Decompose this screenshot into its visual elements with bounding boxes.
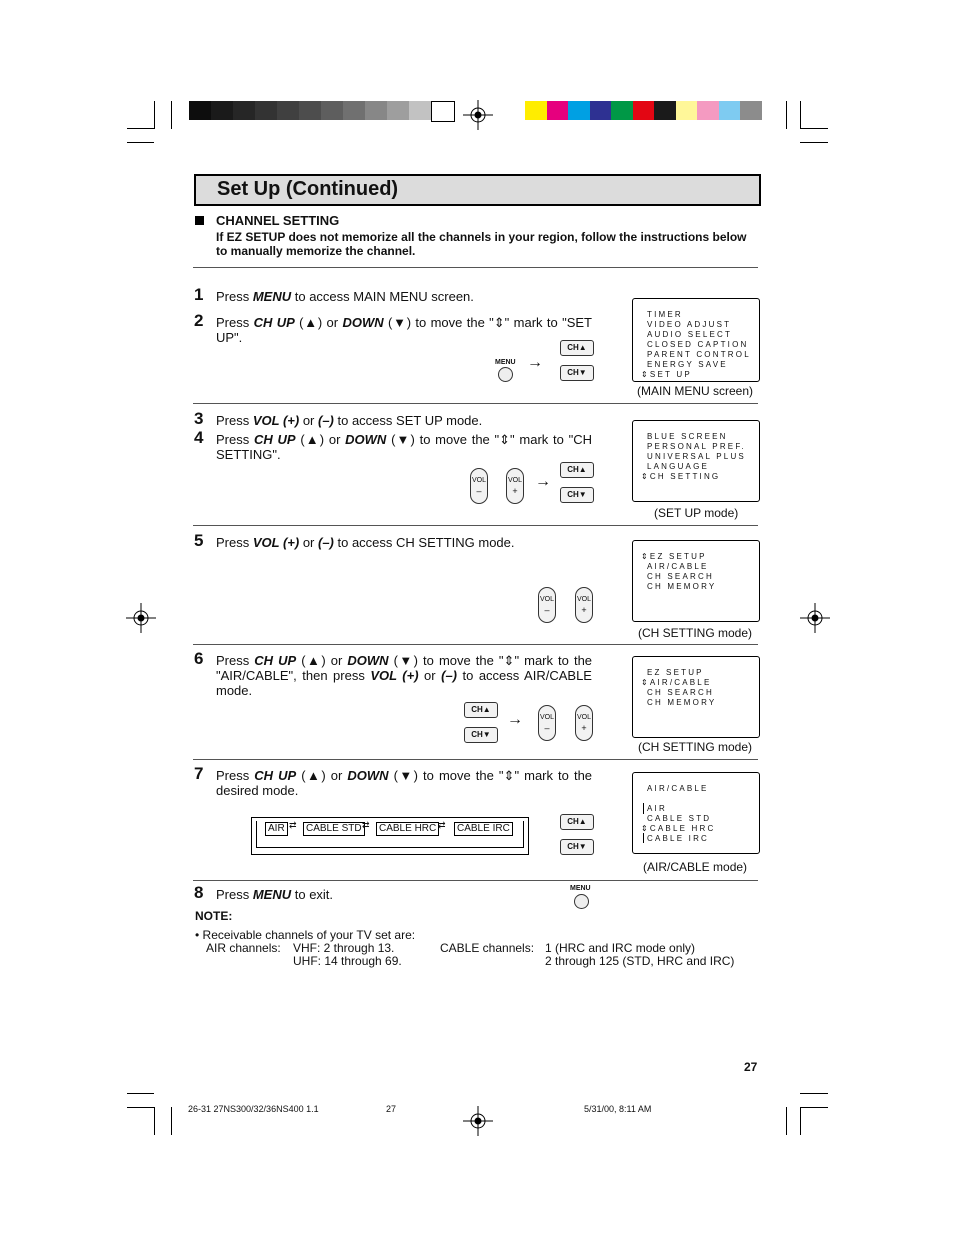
step-number: 4 <box>194 428 204 447</box>
footer-left: 26-31 27NS300/32/36NS400 1.1 <box>188 1104 319 1114</box>
set-up-screen: BLUE SCREEN PERSONAL PREF. UNIVERSAL PLUS LANGUAGE ⇕CH SETTING <box>632 420 760 502</box>
note-bullet: • Receivable channels of your TV set are: <box>195 928 416 942</box>
gray-swatch <box>211 101 233 120</box>
step-text: Press VOL (+) or (–) to access CH SETTING mode. <box>216 535 515 550</box>
divider <box>193 403 758 404</box>
menu-button-label: MENU <box>495 359 516 366</box>
page-title: Set Up (Continued) <box>217 178 399 200</box>
divider <box>193 525 758 526</box>
crop-mark <box>171 1107 172 1135</box>
mode-cable-irc: CABLE IRC <box>454 822 513 836</box>
color-swatch <box>547 101 569 120</box>
color-swatch <box>654 101 676 120</box>
gray-swatch <box>431 101 455 122</box>
gray-swatch <box>365 101 387 120</box>
note-label: NOTE: <box>195 909 233 923</box>
registration-mark-icon <box>800 603 830 633</box>
ch-down-button[interactable]: CH▼ <box>560 839 594 855</box>
step-text: Press MENU to access MAIN MENU screen. <box>216 289 474 304</box>
vol-plus-button[interactable]: VOL + <box>575 587 593 623</box>
gray-swatch <box>387 101 409 120</box>
gray-swatch <box>321 101 343 120</box>
cable-channels-label: CABLE channels: <box>440 941 535 955</box>
bracket-mark <box>643 833 644 843</box>
color-swatch <box>568 101 590 120</box>
screen-caption: (CH SETTING mode) <box>638 740 753 754</box>
right-arrow-icon: → <box>535 473 551 490</box>
vol-minus-button[interactable]: VOL – <box>470 468 488 504</box>
step-text: Press CH UP (▲) or DOWN (▼) to move the "⇕" mark to "CH SETTING". <box>216 432 593 462</box>
divider <box>193 644 758 645</box>
ch-setting-screen: ⇕EZ SETUP AIR/CABLE CH SEARCH CH MEMORY <box>632 540 760 622</box>
crop-mark <box>800 1107 828 1108</box>
ch-setting-screen: EZ SETUP ⇕AIR/CABLE CH SEARCH CH MEMORY <box>632 656 760 738</box>
color-swatch <box>525 101 547 120</box>
section-heading: CHANNEL SETTING <box>216 213 340 228</box>
step-text: Press VOL (+) or (–) to access SET UP mode. <box>216 413 483 428</box>
cable-range-2: 2 through 125 (STD, HRC and IRC) <box>545 954 735 968</box>
swap-arrow-icon: ⇄ <box>289 820 297 830</box>
vol-minus-button[interactable]: VOL – <box>538 705 556 741</box>
registration-mark-icon <box>463 1106 493 1136</box>
ch-up-button[interactable]: CH▲ <box>560 340 594 356</box>
swap-arrow-icon: ⇄ <box>362 820 370 830</box>
screen-caption: (SET UP mode) <box>654 506 739 520</box>
crop-mark <box>786 1107 787 1135</box>
air-uhf: UHF: 14 through 69. <box>293 954 402 968</box>
screen-caption: (MAIN MENU screen) <box>637 384 754 398</box>
gray-swatch <box>277 101 299 120</box>
step-number: 6 <box>194 649 204 668</box>
bracket-mark <box>643 803 644 814</box>
crop-mark <box>800 101 801 129</box>
page-number: 27 <box>744 1060 758 1074</box>
color-swatch <box>719 101 741 120</box>
air-channels-label: AIR channels: <box>206 941 281 955</box>
registration-mark-icon <box>126 603 156 633</box>
crop-mark <box>800 128 828 129</box>
cable-range-1: 1 (HRC and IRC mode only) <box>545 941 696 955</box>
step-text: Press CH UP (▲) or DOWN (▼) to move the "⇕" mark to the "AIR/CABLE", then press VOL (+) or (–) to access AIR/CABLE mode. <box>216 653 593 698</box>
mode-cable-hrc: CABLE HRC <box>376 822 439 836</box>
section-intro: If EZ SETUP does not memorize all the channels in your region, follow the instructions below to manually memorize the channel. <box>216 230 747 258</box>
color-swatch <box>676 101 698 120</box>
step-number: 3 <box>194 409 204 428</box>
ch-up-button[interactable]: CH▲ <box>464 702 498 718</box>
gray-swatch <box>343 101 365 120</box>
crop-mark <box>127 1093 154 1094</box>
swap-arrow-icon: ⇄ <box>438 820 446 830</box>
crop-mark <box>127 128 154 129</box>
vol-plus-button[interactable]: VOL + <box>506 468 524 504</box>
step-text: Press CH UP (▲) or DOWN (▼) to move the "⇕" mark to "SET UP". <box>216 315 593 345</box>
crop-mark <box>154 101 155 129</box>
ch-down-button[interactable]: CH▼ <box>464 727 498 743</box>
gray-swatch <box>299 101 321 120</box>
step-text: Press MENU to exit. <box>216 887 334 902</box>
crop-mark <box>800 142 828 143</box>
step-number: 1 <box>194 285 204 304</box>
color-swatch <box>590 101 612 120</box>
step-number: 8 <box>194 883 204 902</box>
color-swatch <box>633 101 655 120</box>
screen-caption: (CH SETTING mode) <box>638 626 753 640</box>
step-text: Press CH UP (▲) or DOWN (▼) to move the "⇕" mark to the desired mode. <box>216 768 593 798</box>
crop-mark <box>127 1107 154 1108</box>
ch-up-button[interactable]: CH▲ <box>560 814 594 830</box>
color-swatch <box>740 101 762 120</box>
crop-mark <box>154 1107 155 1135</box>
menu-button-label: MENU <box>570 885 591 892</box>
divider <box>193 267 758 268</box>
crop-mark <box>800 1093 828 1094</box>
menu-button[interactable] <box>574 894 589 909</box>
vol-plus-button[interactable]: VOL + <box>575 705 593 741</box>
vol-minus-button[interactable]: VOL – <box>538 587 556 623</box>
crop-mark <box>800 1107 801 1135</box>
crop-mark <box>786 101 787 129</box>
mode-air: AIR <box>265 822 288 836</box>
ch-down-button[interactable]: CH▼ <box>560 365 594 381</box>
air-cable-screen: AIR/CABLE AIR CABLE STD ⇕CABLE HRC CABLE IRC <box>632 772 760 854</box>
footer-right: 5/31/00, 8:11 AM <box>584 1104 652 1114</box>
menu-button[interactable] <box>498 367 513 382</box>
right-arrow-icon: → <box>507 711 523 728</box>
crop-mark <box>171 101 172 129</box>
gray-swatch <box>409 101 431 120</box>
color-swatch <box>611 101 633 120</box>
divider <box>193 880 758 881</box>
gray-swatch <box>189 101 211 120</box>
ch-up-button[interactable]: CH▲ <box>560 462 594 478</box>
air-vhf: VHF: 2 through 13. <box>293 941 395 955</box>
mode-cable-std: CABLE STD <box>303 822 365 836</box>
gray-swatch <box>233 101 255 120</box>
divider <box>193 759 758 760</box>
footer-center: 27 <box>386 1104 397 1114</box>
gray-swatch <box>255 101 277 120</box>
color-swatch <box>697 101 719 120</box>
step-number: 7 <box>194 764 204 783</box>
step-number: 2 <box>194 311 204 330</box>
square-bullet-icon <box>195 216 204 225</box>
right-arrow-icon: → <box>527 354 543 371</box>
ch-down-button[interactable]: CH▼ <box>560 487 594 503</box>
crop-mark <box>127 142 154 143</box>
main-menu-screen: TIMER VIDEO ADJUST AUDIO SELECT CLOSED CAPTION PARENT CONTROL ENERGY SAVE ⇕SET UP <box>632 298 760 382</box>
step-number: 5 <box>194 531 204 550</box>
screen-caption: (AIR/CABLE mode) <box>643 860 748 874</box>
title-box <box>194 174 761 206</box>
registration-mark-icon <box>463 100 493 130</box>
